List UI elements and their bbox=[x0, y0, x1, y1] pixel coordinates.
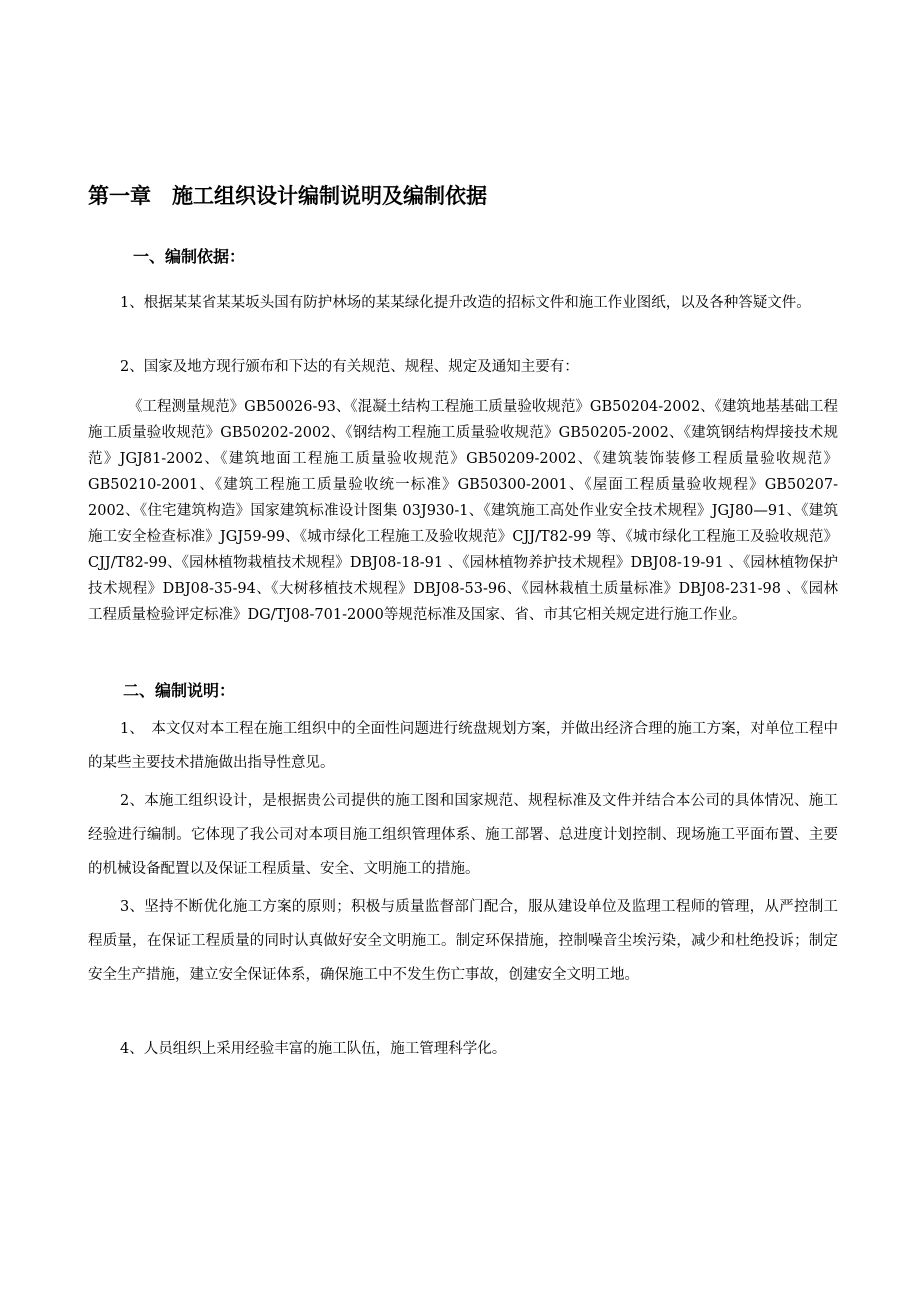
notes-paragraph-3: 3、坚持不断优化施工方案的原则；积极与质量监督部门配合，服从建设单位及监理工程师的管理，从严控制工程质量，在保证工程质量的同时认真做好安全文明施工。制定环保措施，控制噪音尘埃污染，减少和杜绝投诉；制定安全生产措施，建立安全保证体系，确保施工中不发生伤亡事故，创建安全文明工地。 bbox=[88, 899, 838, 983]
notes-paragraph-1: 1、 本文仅对本工程在施工组织中的全面性问题进行统盘规划方案，并做出经济合理的施工方案，对单位工程中的某些主要技术措施做出指导性意见。 bbox=[88, 721, 838, 771]
basis-paragraph-1: 1、根据某某省某某坂头国有防护林场的某某绿化提升改造的招标文件和施工作业图纸，以及各种答疑文件。 bbox=[120, 295, 811, 311]
notes-paragraph-2: 2、本施工组织设计，是根据贵公司提供的施工图和国家规范、规程标准及文件并结合本公司的具体情况、施工经验进行编制。它体现了我公司对本项目施工组织管理体系、施工部署、总进度计划控制、现场施工平面布置、主要的机械设备配置以及保证工程质量、安全、文明施工的措施。 bbox=[88, 793, 838, 877]
basis-paragraph-2: 2、国家及地方现行颁布和下达的有关规范、规程、规定及通知主要有： bbox=[120, 359, 579, 375]
section-heading-notes: 二、编制说明： bbox=[123, 681, 236, 700]
section-heading-basis: 一、编制依据： bbox=[133, 247, 246, 266]
chapter-title: 第一章 施工组织设计编制说明及编制依据 bbox=[88, 183, 487, 208]
notes-paragraph-4: 4、人员组织上采用经验丰富的施工队伍，施工管理科学化。 bbox=[120, 1041, 507, 1057]
standards-list-paragraph: 《工程测量规范》GB50026-93、《混凝土结构工程施工质量验收规范》GB50204-2002、《建筑地基基础工程施工质量验收规范》GB50202-2002、《钢结构工程施工质量验收规范》GB50205-2002、《建筑钢结构焊接技术规范》JGJ81-2002、《建筑地面工程施工质量验收规范》GB50209-2002、《建筑装饰装修工程质量验收规范》GB50210-2001、《建筑工程施工质量验收统一标准》GB50300-2001、《屋面工程质量验收规程》GB50207-2002、《住宅建筑构造》国家建筑标准设计图集 03J930-1、《建筑施工高处作业安全技术规程》JGJ80—91、《建筑施工安全检查标准》JGJ59-99、《城市绿化工程施工及验收规范》CJJ/T82-99 等、《城市绿化工程施工及验收规范》CJJ/T82-99、《园林植物栽植技术规程》DBJ08-18-91 、《园林植物养护技术规程》DBJ08-19-91 、《园林植物保护技术规程》DBJ08-35-94、《大树移植技术规程》DBJ08-53-96、《园林栽植土质量标准》DBJ08-231-98 、《园林工程质量检验评定标准》DG/TJ08-701-2000等规范标准及国家、省、市其它相关规定进行施工作业。 bbox=[88, 399, 838, 623]
